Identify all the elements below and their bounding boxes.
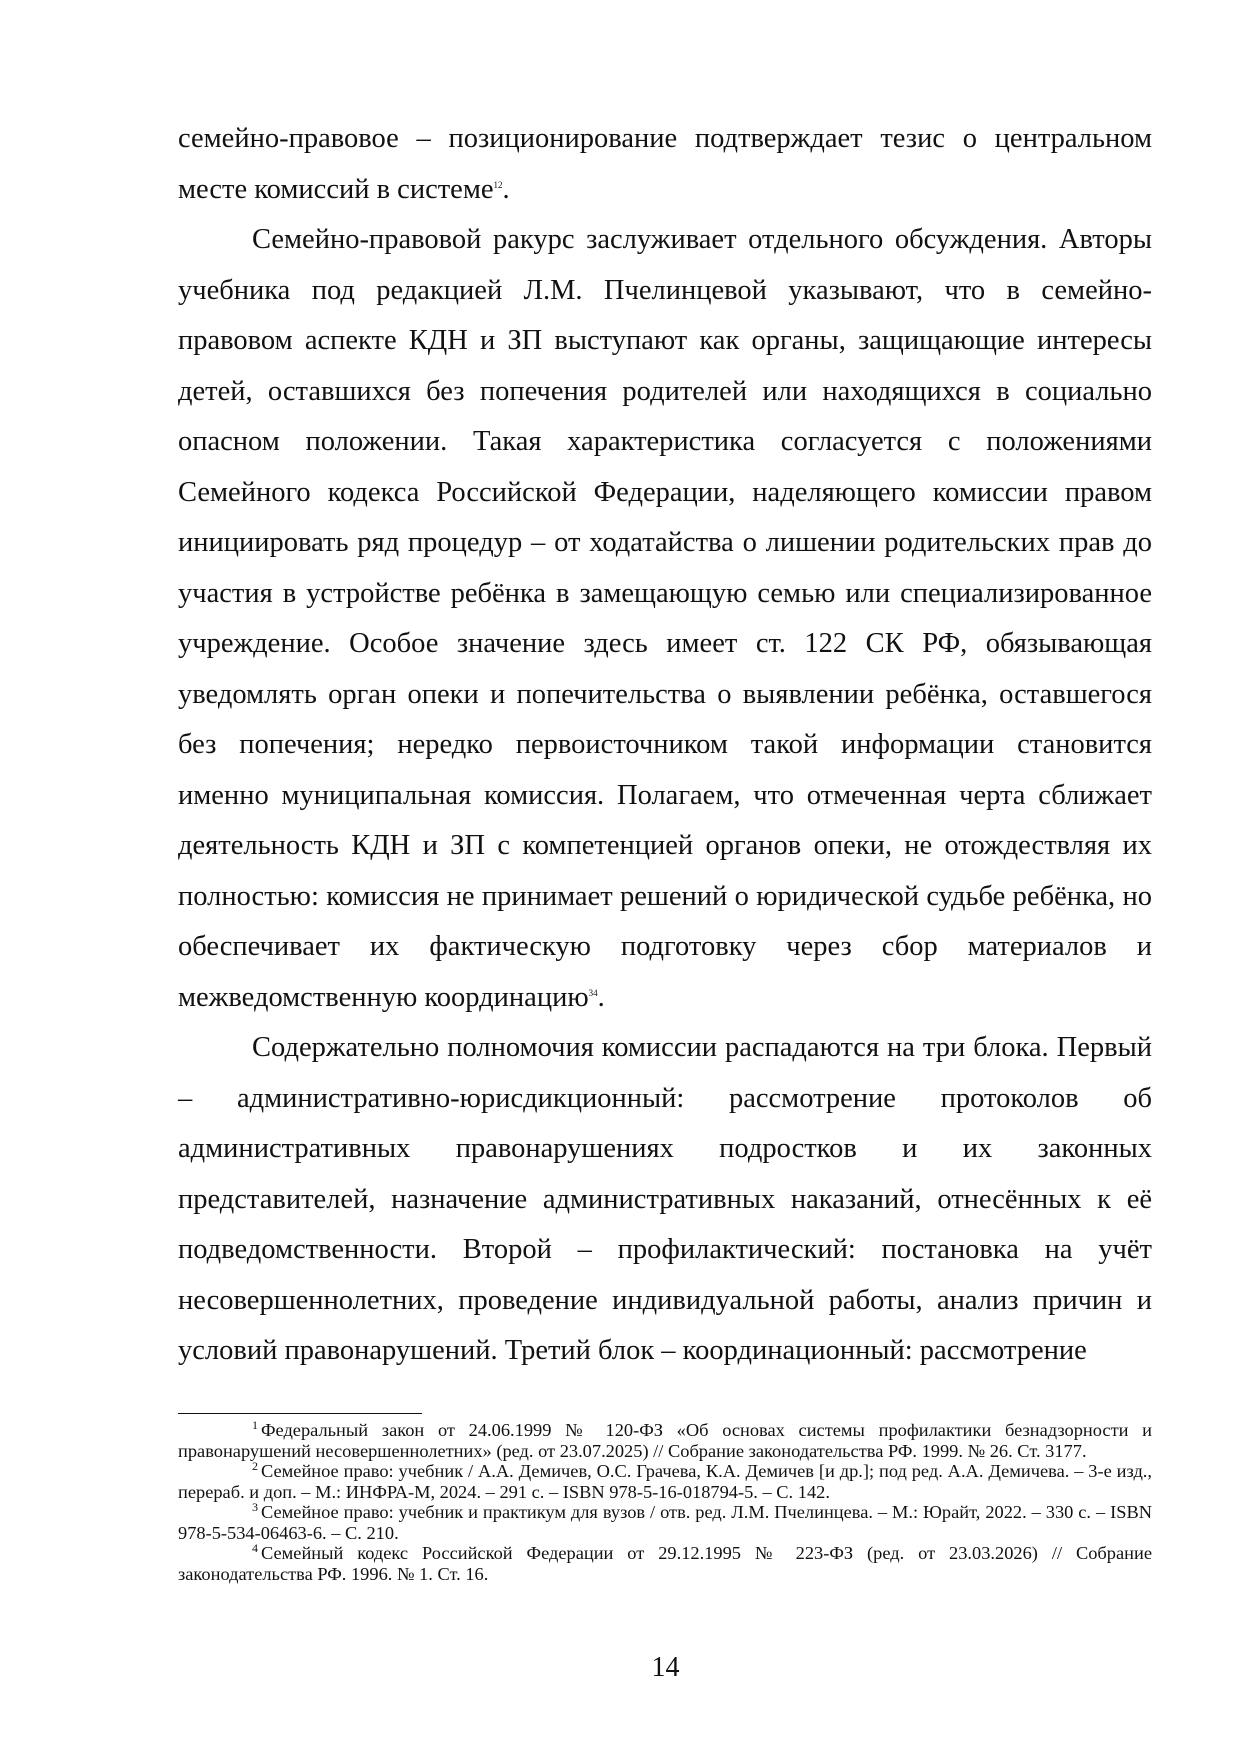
footnote-reference: 12 bbox=[493, 179, 503, 190]
footnote-reference: 34 bbox=[588, 987, 598, 998]
paragraph-1-text: семейно-правовое – позиционирование подтверждает тезис о центральном месте комиссий в системе bbox=[178, 123, 1152, 205]
footnote-3 bbox=[178, 1502, 1152, 1543]
footnote-text: Семейное право: учебник / А.А. Демичев, О.С. Грачева, К.А. Демичев [и др.]; под ред. А.А. Демичева. – 3-е изд., перераб. и доп. – М.: ИНФРА-М, 2024. – 291 с. – ISBN 978-5-16-018794-5. – С. 142. bbox=[178, 1461, 1152, 1502]
paragraph-1-end: . bbox=[502, 173, 510, 205]
footnotes bbox=[178, 1420, 1152, 1584]
footnote-text: Семейный кодекс Российской Федерации от 29.12.1995 № 223-ФЗ (ред. от 23.03.2026) // Собрание законодательства РФ. 1996. № 1. Ст. 16. bbox=[178, 1543, 1152, 1584]
paragraph-2-end: . bbox=[597, 981, 605, 1013]
paragraph-2 bbox=[178, 215, 1152, 1023]
paragraph-3-text: Содержательно полномочия комиссии распадаются на три блока. Первый – административно-юрисдикционный: рассмотрение протоколов об административных правонарушениях подростков и их законных представителей, назначение административных наказаний, отнесённых к её подведомственности. Второй – профилактический: постановка на учёт несовершеннолетних, проведение индивидуальной работы, анализ причин и условий правонарушений. Третий блок – координационный: рассмотрение bbox=[178, 1032, 1152, 1366]
footnote-number: 4 bbox=[252, 1541, 258, 1555]
paragraph-1 bbox=[178, 114, 1152, 215]
footnote-4 bbox=[178, 1543, 1152, 1584]
footnote-text: Федеральный закон от 24.06.1999 № 120-ФЗ «Об основах системы профилактики безнадзорности и правонарушений несовершеннолетних» (ред. от 23.07.2025) // Собрание законодательства РФ. 1999. № 26. Ст. 3177. bbox=[178, 1420, 1152, 1461]
paragraph-2-text: Семейно-правовой ракурс заслуживает отдельного обсуждения. Авторы учебника под редакцией Л.М. Пчелинцевой указывают, что в семейно-правовом аспекте КДН и ЗП выступают как органы, защищающие интересы детей, оставшихся без попечения родителей или находящихся в социально опасном положении. Такая характеристика согласуется с положениями Семейного кодекса Российской Федерации, наделяющего комиссии правом инициировать ряд процедур – от ходатайства о лишении родительских прав до участия в устройстве ребёнка в замещающую семью или специализированное учреждение. Особое значение здесь имеет ст. 122 СК РФ, обязывающая уведомлять орган опеки и попечительства о выявлении ребёнка, оставшегося без попечения; нередко первоисточником такой информации становится именно муниципальная комиссия. Полагаем, что отмеченная черта сближает деятельность КДН и ЗП с компетенцией органов опеки, не отождествляя их полностью: комиссия не принимает решений о юридической судьбе ребёнка, но обеспечивает их фактическую подготовку через сбор материалов и межведомственную координацию bbox=[178, 224, 1152, 1013]
footnote-number: 1 bbox=[252, 1418, 258, 1432]
page-number: 14 bbox=[651, 1652, 680, 1683]
footnote-1 bbox=[178, 1420, 1152, 1461]
paragraph-3 bbox=[178, 1023, 1152, 1377]
footnote-number: 2 bbox=[252, 1459, 258, 1473]
footnote-2 bbox=[178, 1461, 1152, 1502]
footnote-text: Семейное право: учебник и практикум для вузов / отв. ред. Л.М. Пчелинцева. – М.: Юрайт, 2022. – 330 с. – ISBN 978-5-534-06463-6. – С. 210. bbox=[178, 1502, 1152, 1543]
footnote-number: 3 bbox=[252, 1500, 258, 1514]
footnote-separator bbox=[178, 1413, 422, 1414]
body-text bbox=[178, 114, 1152, 1377]
